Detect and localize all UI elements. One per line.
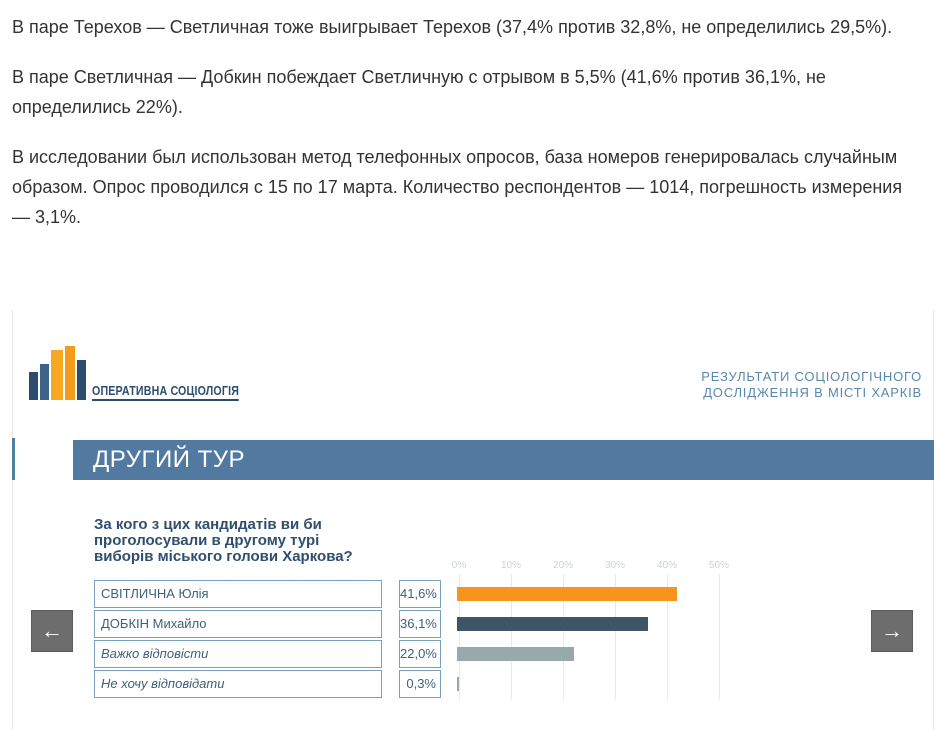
- category-label: ДОБКІН Михайло: [94, 610, 382, 638]
- gridline: [719, 574, 720, 700]
- axis-tick-label: 40%: [656, 560, 677, 571]
- section-banner: [73, 440, 934, 480]
- category-label: Важко відповісти: [94, 640, 382, 668]
- prev-slide-button[interactable]: [31, 610, 73, 652]
- arrow-right-icon: →: [881, 618, 903, 643]
- axis-tick-label: 0%: [451, 560, 467, 571]
- bar: [457, 617, 648, 631]
- slide-border: [12, 310, 13, 730]
- axis-tick-label: 30%: [604, 560, 625, 571]
- value-label: 0,3%: [399, 670, 441, 698]
- value-label: 22,0%: [399, 640, 441, 668]
- axis-tick-label: 50%: [708, 560, 729, 571]
- report-title: РЕЗУЛЬТАТИ СОЦІОЛОГІЧНОГО ДОСЛІДЖЕННЯ В МІСТІ ХАРКІВ: [701, 369, 922, 400]
- article-paragraph: В паре Терехов — Светличная тоже выигрывает Терехов (37,4% против 32,8%, не определились 29,5%).: [12, 17, 893, 37]
- article-paragraph: В паре Светличная — Добкин побеждает Светличную с отрывом в 5,5% (41,6% против 36,1%, не определились 22%).: [12, 67, 826, 117]
- bar: [457, 677, 459, 691]
- arrow-left-icon: ←: [41, 618, 63, 643]
- slide-accent: [12, 438, 15, 480]
- value-label: 41,6%: [399, 580, 441, 608]
- bar: [457, 587, 677, 601]
- survey-question: За кого з цих кандидатів ви би проголосували в другому турі виборів міського голови Харкова?: [94, 516, 353, 565]
- article-paragraph: В исследовании был использован метод телефонных опросов, база номеров генерировалась случайным образом. Опрос проводился с 15 по 17 марта. Количество респондентов — 1014, погрешность измерения — 3,1%.: [12, 147, 903, 227]
- bar: [457, 647, 574, 661]
- category-label: СВІТЛИЧНА Юлія: [94, 580, 382, 608]
- logo-wordmark: ОПЕРАТИВНА СОЦІОЛОГІЯ: [92, 383, 239, 401]
- next-slide-button[interactable]: [871, 610, 913, 652]
- section-title: ДРУГИЙ ТУР: [93, 446, 246, 473]
- value-label: 36,1%: [399, 610, 441, 638]
- axis-tick-label: 10%: [500, 560, 521, 571]
- slide-border: [933, 310, 934, 730]
- article-body: [12, 12, 912, 252]
- category-label: Не хочу відповідати: [94, 670, 382, 698]
- axis-tick-label: 20%: [552, 560, 573, 571]
- image-slider: [12, 310, 934, 730]
